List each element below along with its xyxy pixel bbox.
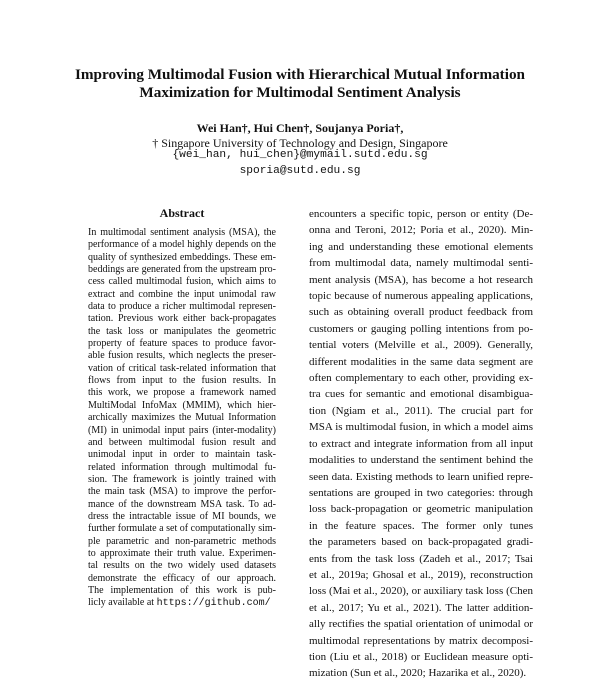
body-line: loss (Mai et al., 2020), or auxiliary task loss (Chen	[309, 585, 533, 598]
abstract-line: ple parametric and non-parametric methods	[88, 535, 276, 547]
body-line: seen data. Existing methods to learn unified repre-	[309, 470, 533, 483]
abstract-text	[88, 227, 276, 611]
author-emails	[40, 147, 560, 179]
body-line: MSA is multimodal fusion, in which a model aims	[309, 421, 533, 434]
body-line: ents from the task loss (Zadeh et al., 2017; Tsai	[309, 552, 533, 565]
abstract-line: able fusion results, which neglects the preser-	[88, 350, 276, 362]
body-line: customers or gauging polling intentions from po-	[309, 322, 533, 335]
email-line-2: sporia@sutd.edu.sg	[239, 165, 361, 177]
abstract-line: and between multimodal fusion result and	[88, 436, 276, 448]
email-line-1: {wei_han, hui_chen}@mymail.sutd.edu.sg	[172, 149, 428, 161]
abstract-line: MultiModal InfoMax (MMIM), which hier-	[88, 399, 276, 411]
body-line: sentations are grouped in two categories: through	[309, 486, 533, 499]
abstract-line: licly available at https://github.com/	[88, 597, 271, 610]
body-line: encounters a specific topic, person or entity (De-	[309, 208, 533, 220]
abstract-line: to approximate their truth value. Experimen-	[88, 547, 276, 559]
body-line: to extract and integrate information from all input	[309, 437, 533, 450]
affiliation: † Singapore University of Technology and Design, Singapore	[152, 136, 448, 150]
abstract-line: data to produce a richer multimodal represen-	[88, 301, 276, 313]
body-line: different modalities in the same data segment are	[309, 355, 533, 368]
body-line: mization (Sun et al., 2020; Hazarika et al., 2020).	[309, 667, 527, 680]
abstract-line: vation of critical task-related information that	[88, 362, 276, 374]
abstract-line: the task loss or manipulates the geometric	[88, 325, 276, 337]
abstract-line: sion. The framework is jointly trained with	[88, 473, 276, 485]
abstract-line: this work, we propose a framework named	[88, 387, 276, 399]
abstract-line: unimodal input in order to maintain task-	[88, 449, 276, 461]
abstract-line: property of feature spaces to produce favor-	[88, 338, 276, 350]
author-list: Wei Han†, Hui Chen†, Soujanya Poria†,	[196, 121, 404, 135]
body-line: such as obtaining overall product feedback from	[309, 306, 533, 319]
abstract-line: mance of the downstream MSA task. To ad-	[88, 498, 276, 510]
body-line: tion (Liu et al., 2018) or Euclidean measure opti-	[309, 650, 533, 663]
body-line: et al., 2017; Yu et al., 2021). The latter addition-	[309, 601, 533, 614]
abstract-line: the main task (MSA) to improve the perfor-	[88, 486, 276, 498]
body-line: in the feature spaces. The former only tunes	[309, 519, 533, 532]
body-line: tra cues for semantic and emotional disambigua-	[309, 388, 533, 401]
abstract-line: The implementation of this work is pub-	[88, 584, 276, 596]
introduction-text	[309, 206, 533, 682]
body-line: often complementary to each other, providing ex-	[309, 372, 533, 385]
body-line: topic because of numerous appealing applications,	[309, 290, 533, 303]
body-line: modalities to understand the sentiment behind the	[309, 454, 533, 467]
abstract-line: quality of synthesized embeddings. These em-	[88, 251, 276, 263]
abstract-line: performance of a model highly depends on the	[88, 239, 276, 251]
body-line: from multimodal data, namely multimodal senti-	[309, 257, 533, 270]
abstract-line: demonstrate the efficacy of our approach.	[88, 572, 276, 584]
abstract-line: extract and combine the input unimodal raw	[88, 288, 276, 300]
body-line: tion (Ngiam et al., 2011). The crucial part for	[309, 404, 533, 417]
abstract-line: dress the intractable issue of MI bounds, we	[88, 510, 276, 522]
abstract-line: beddings are generated from the upstream pro-	[88, 264, 276, 276]
body-line: ally rectifies the spatial orientation of unimodal or	[309, 618, 533, 631]
body-line: et al., 2019a; Ghosal et al., 2019), reconstruction	[309, 568, 533, 581]
abstract-line: archically maximizes the Mutual Information	[88, 412, 276, 424]
title-line-2: Maximization for Multimodal Sentiment Analysis	[139, 84, 461, 101]
body-line: multimodal representations by matrix decomposi-	[309, 634, 533, 647]
title-line-1: Improving Multimodal Fusion with Hierarchical Mutual Information	[74, 66, 526, 83]
abstract-line: related information through multimodal fu-	[88, 461, 276, 473]
abstract-line: In multimodal sentiment analysis (MSA), the	[88, 227, 276, 238]
body-line: the parameters based on back-propagated gradi-	[309, 536, 533, 549]
abstract-heading: Abstract	[159, 206, 205, 220]
abstract-line: further formulate a set of computationally sim-	[88, 523, 276, 535]
body-line: onna and Teroni, 2012; Poria et al., 2020). Min-	[309, 224, 533, 237]
abstract-line: tation. Previous work either back-propagates	[88, 313, 276, 325]
body-line: ing and understanding these emotional elements	[309, 240, 533, 253]
paper-title	[40, 66, 560, 102]
abstract-line: tal results on the two widely used datasets	[88, 560, 276, 572]
body-line: loss back-propagation or geometric manipulation	[309, 503, 533, 516]
body-line: tential voters (Melville et al., 2009). Generally,	[309, 339, 533, 352]
abstract-line: (MI) in unimodal input pairs (inter-modality)	[88, 424, 276, 436]
body-line: ment analysis (MSA), has become a hot research	[309, 273, 533, 286]
abstract-line: cess called multimodal fusion, which aims to	[88, 276, 276, 288]
abstract-line: flows from input to the fusion results. In	[88, 375, 276, 387]
